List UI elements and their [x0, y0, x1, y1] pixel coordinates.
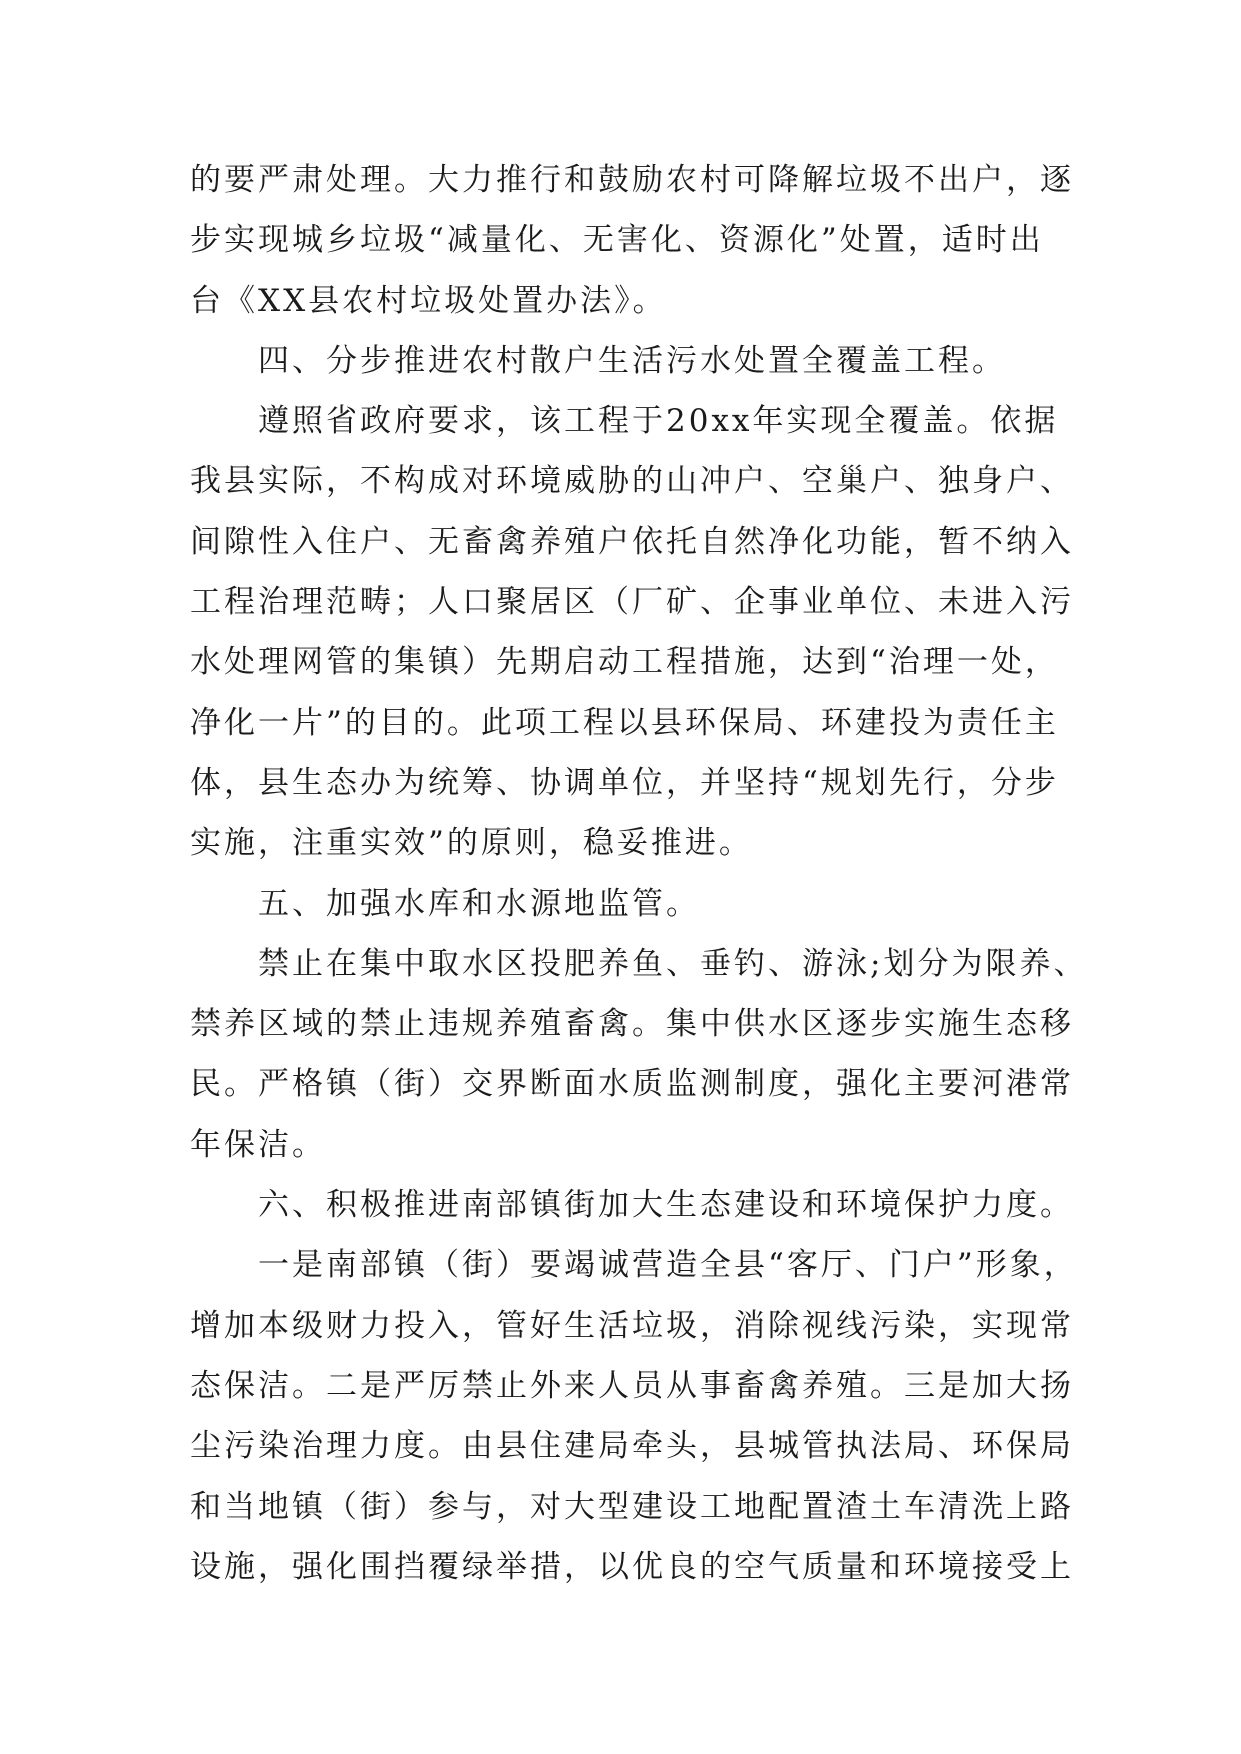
- text-line: 水处理网管的集镇）先期启动工程措施，达到“治理一处，: [190, 644, 1059, 681]
- text-line: 体，县生态办为统筹、协调单位，并坚持“规划先行，分步: [190, 764, 1059, 801]
- text-line: 一是南部镇（街）要竭诚营造全县“客厅、门户”形象，: [258, 1247, 1078, 1284]
- text-line: 民。严格镇（街）交界断面水质监测制度，强化主要河港常: [190, 1066, 1074, 1103]
- section-heading-5: 五、加强水库和水源地监管。: [258, 885, 700, 922]
- text-line: 的要严肃处理。大力推行和鼓励农村可降解垃圾不出户，逐: [190, 162, 1074, 198]
- text-line: 态保洁。二是严厉禁止外来人员从事畜禽养殖。三是加大扬: [190, 1367, 1074, 1404]
- section-heading-4: 四、分步推进农村散户生活污水处置全覆盖工程。: [258, 342, 1006, 379]
- text-line: 遵照省政府要求，该工程于20xx年实现全覆盖。依据: [258, 403, 1059, 440]
- text-line: 实施，注重实效”的原则，稳妥推进。: [190, 825, 753, 862]
- document-body: [190, 150, 1088, 1597]
- text-line: 禁止在集中取水区投肥养鱼、垂钓、游泳;划分为限养、: [258, 945, 1088, 982]
- text-line: 年保洁。: [190, 1126, 326, 1163]
- text-line: 我县实际，不构成对环境威胁的山冲户、空巢户、独身户、: [190, 463, 1074, 500]
- text-line: 增加本级财力投入，管好生活垃圾，消除视线污染，实现常: [190, 1307, 1074, 1344]
- section-heading-6: 六、积极推进南部镇街加大生态建设和环境保护力度。: [258, 1187, 1074, 1224]
- text-line: 净化一片”的目的。此项工程以县环保局、环建投为责任主: [190, 704, 1059, 741]
- text-line: 步实现城乡垃圾“减量化、无害化、资源化”处置，适时出: [190, 222, 1044, 259]
- text-line: 工程治理范畴；人口聚居区（厂矿、企事业单位、未进入污: [190, 584, 1074, 621]
- text-line: 设施，强化围挡覆绿举措，以优良的空气质量和环境接受上: [190, 1548, 1074, 1585]
- text-line: 间隙性入住户、无畜禽养殖户依托自然净化功能，暂不纳入: [190, 523, 1074, 560]
- text-line: 和当地镇（街）参与，对大型建设工地配置渣土车清洗上路: [190, 1488, 1074, 1525]
- text-line: 台《XX县农村垃圾处置办法》。: [190, 282, 667, 319]
- text-line: 禁养区域的禁止违规养殖畜禽。集中供水区逐步实施生态移: [190, 1006, 1074, 1043]
- text-line: 尘污染治理力度。由县住建局牵头，县城管执法局、环保局: [190, 1428, 1074, 1465]
